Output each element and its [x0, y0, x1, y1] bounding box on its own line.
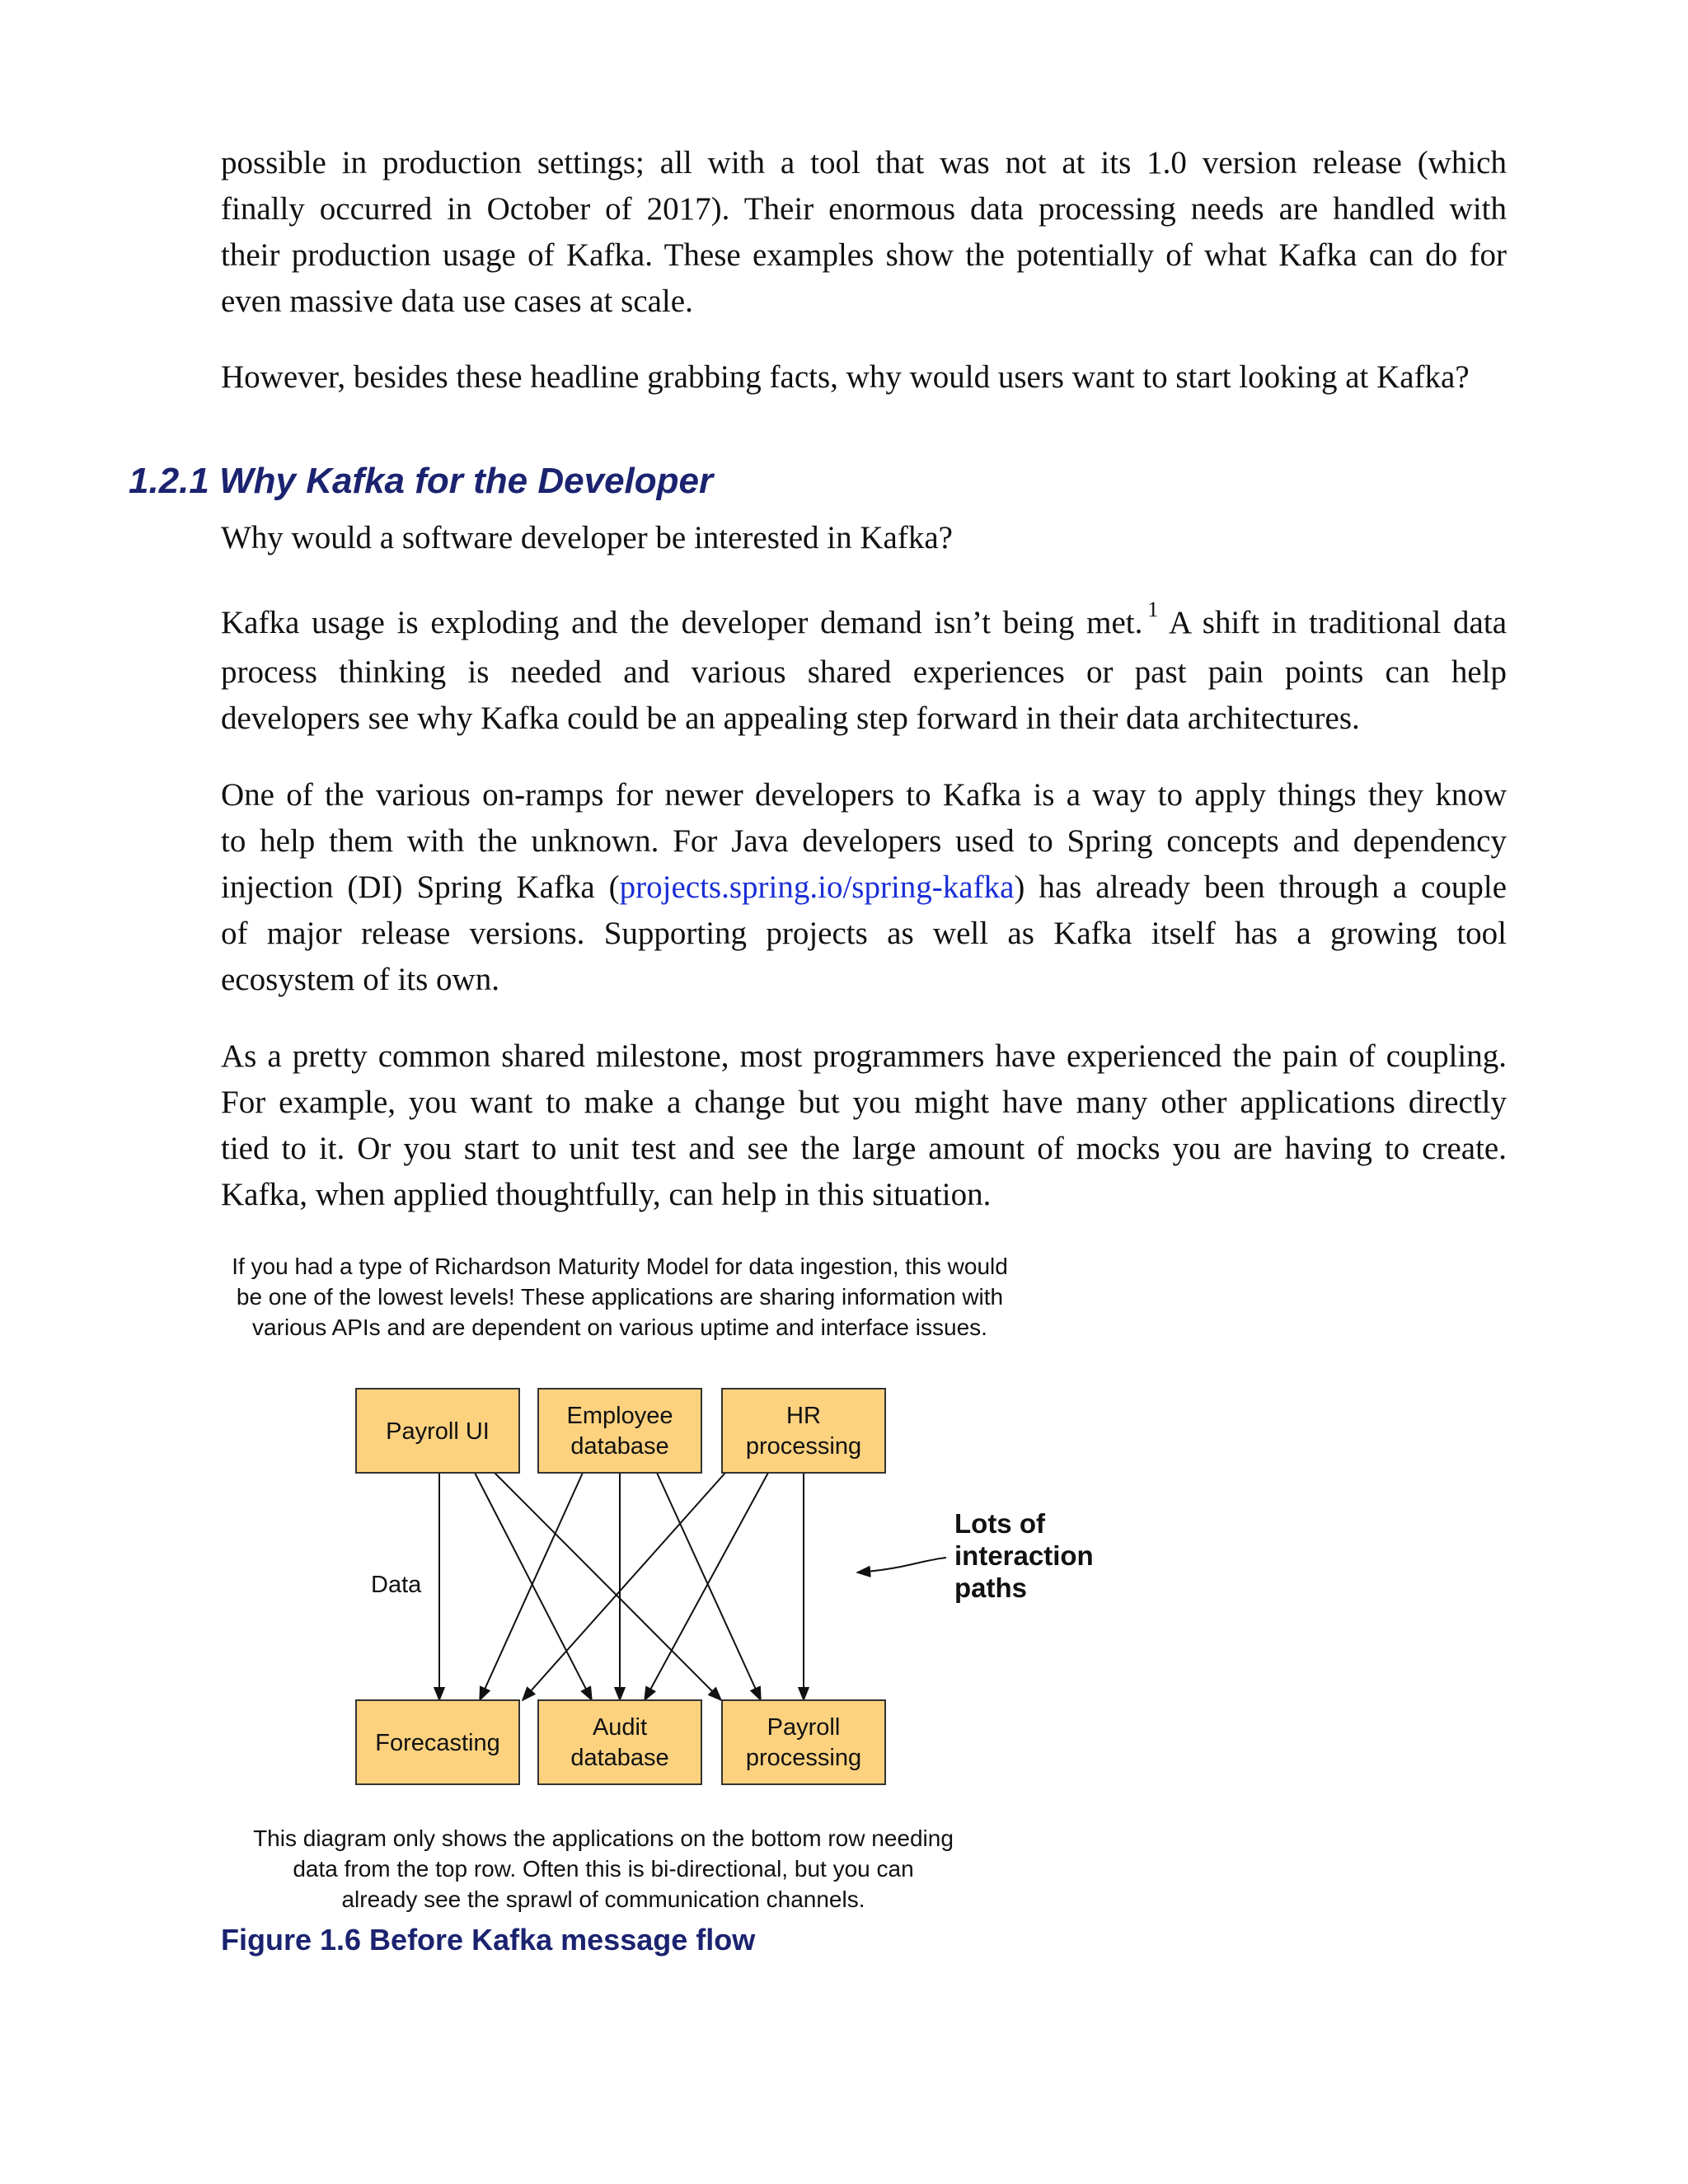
- path-hr-to-forecasting: [523, 1473, 725, 1700]
- text-line: developers see why Kafka could be an appealing step forward in their data architectures.: [221, 701, 1360, 736]
- callout-line: Lots of: [954, 1508, 1045, 1539]
- spring-kafka-link[interactable]: projects.spring.io/spring-kafka: [619, 869, 1015, 905]
- box-forecasting: [356, 1700, 519, 1784]
- path-employee-db-to-payroll-processing: [657, 1473, 761, 1700]
- figure-caption: Figure 1.6 Before Kafka message flow: [221, 1923, 756, 1957]
- text-run: Kafka usage is exploding and the developer demand isn’t being met.: [221, 605, 1143, 640]
- note-line: data from the top row. Often this is bi-directional, but you can: [293, 1856, 914, 1882]
- text-line: As a pretty common shared milestone, most programmers have experienced the pain of coupling.: [221, 1038, 1507, 1074]
- box-shape: [538, 1700, 701, 1784]
- callout-lots-of-interaction-paths: [954, 1508, 1094, 1603]
- box-label: Forecasting: [375, 1730, 500, 1756]
- note-line: already see the sprawl of communication channels.: [341, 1886, 865, 1912]
- text-line: to help them with the unknown. For Java developers used to Spring concepts and dependency: [221, 823, 1507, 859]
- box-label: HR: [786, 1403, 821, 1429]
- box-payroll-processing: [722, 1700, 885, 1784]
- box-payroll-ui: [356, 1389, 519, 1473]
- box-shape: [722, 1700, 885, 1784]
- text-line: tied to it. Or you start to unit test and see the large amount of mocks you are having to create.: [221, 1131, 1507, 1166]
- text-line: Kafka, when applied thoughtfully, can help in this situation.: [221, 1177, 992, 1212]
- text-line: For example, you want to make a change but you might have many other applications directly: [221, 1085, 1507, 1120]
- text-run: ) has already been through a couple: [1014, 869, 1507, 905]
- text-line: of major release versions. Supporting projects as well as Kafka itself has a growing tool: [221, 916, 1507, 951]
- footnote-marker[interactable]: 1: [1147, 598, 1159, 621]
- text-line: One of the various on-ramps for newer developers to Kafka is a way to apply things they know: [221, 777, 1507, 813]
- path-employee-db-to-forecasting: [480, 1473, 583, 1700]
- path-payroll-ui-to-payroll-processing: [495, 1473, 721, 1700]
- figure-bottom-note: [232, 1823, 974, 1915]
- note-line: be one of the lowest levels! These applications are sharing information with: [236, 1284, 1004, 1310]
- note-line: If you had a type of Richardson Maturity Model for data ingestion, this would: [232, 1254, 1008, 1279]
- note-line: This diagram only shows the applications on the bottom row needing: [253, 1825, 954, 1851]
- text-line: possible in production settings; all with a tool that was not at its 1.0 version release (which: [221, 145, 1507, 180]
- box-label: Audit: [592, 1714, 648, 1741]
- text-line: However, besides these headline grabbing facts, why would users want to start looking at Kafka?: [221, 359, 1470, 395]
- text-run: injection (DI) Spring Kafka (: [221, 869, 620, 905]
- box-shape: [538, 1389, 701, 1473]
- box-label: processing: [745, 1745, 862, 1771]
- data-label: Data: [371, 1572, 422, 1598]
- text-line: process thinking is needed and various shared experiences or past pain points can help: [221, 654, 1507, 690]
- box-label: processing: [745, 1433, 862, 1460]
- interaction-paths: [439, 1473, 804, 1700]
- box-employee-database: [538, 1389, 701, 1473]
- callout-line: paths: [954, 1572, 1028, 1603]
- box-label: Employee: [566, 1403, 673, 1429]
- note-line: various APIs and are dependent on various uptime and interface issues.: [252, 1315, 987, 1340]
- box-label: database: [570, 1745, 669, 1771]
- box-label: Payroll: [767, 1714, 841, 1741]
- box-label: database: [570, 1433, 669, 1460]
- callout-line: interaction: [954, 1540, 1094, 1571]
- text-line: Why would a software developer be interested in Kafka?: [221, 520, 953, 555]
- text-line: even massive data use cases at scale.: [221, 284, 693, 319]
- box-shape: [722, 1389, 885, 1473]
- box-audit-database: [538, 1700, 701, 1784]
- text-line: their production usage of Kafka. These examples show the potentially of what Kafka can do for: [221, 237, 1507, 273]
- path-hr-to-audit: [645, 1473, 768, 1700]
- path-payroll-ui-to-audit: [475, 1473, 592, 1700]
- box-hr-processing: [722, 1389, 885, 1473]
- callout-arrow: [857, 1558, 946, 1572]
- text-line: ecosystem of its own.: [221, 962, 499, 997]
- text-line: finally occurred in October of 2017). Their enormous data processing needs are handled with: [221, 191, 1507, 227]
- box-label: Payroll UI: [386, 1418, 490, 1445]
- text-run: A shift in traditional data: [1169, 605, 1507, 640]
- section-heading: 1.2.1 Why Kafka for the Developer: [129, 461, 714, 501]
